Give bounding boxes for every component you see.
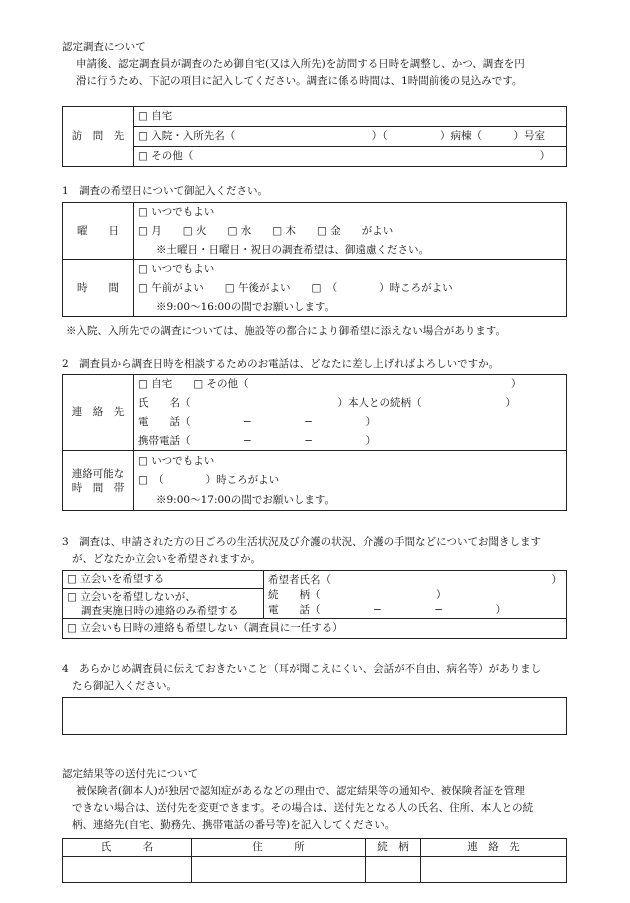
weekday-options[interactable]: □ 月 □ 火 □ 水 □ 木 □ 金 がよい	[134, 222, 567, 241]
visit-option-home[interactable]: □ 自宅	[134, 107, 567, 127]
weekday-note: ※土曜日・日曜日・祝日の調査希望は、御遠慮ください。	[134, 241, 567, 260]
section-title-delivery: 認定結果等の送付先について	[62, 768, 199, 780]
available-time-label-line2: 時 間 帯	[71, 481, 125, 494]
delivery-name-cell[interactable]	[63, 857, 192, 883]
weekday-label: 曜 日	[63, 203, 134, 260]
section-title-survey: 認定調査について	[62, 41, 146, 53]
q4-heading-line1: 4 あらかじめ調査員に伝えておきたいこと（耳が聞こえにくい、会話が不自由、病名等）がありまし	[62, 663, 542, 675]
q1-note: ※入院、入所先での調査については、施設等の都合により御希望に添えない場合があります。	[66, 325, 506, 337]
attendee-phone-field[interactable]: 電 話（ − − ）	[268, 603, 507, 616]
delivery-col-address: 住 所	[192, 839, 366, 857]
section-body-line: 滑に行うため、下記の項目に記入してください。調査に係る時間は、1時間前後の見込みです。	[76, 75, 523, 87]
delivery-relation-cell[interactable]	[366, 857, 421, 883]
q2-heading: 2 調査員から調査日時を相談するためのお電話は、どなたに差し上げればよろしいですか。	[62, 358, 500, 370]
delivery-table	[62, 838, 567, 883]
q3-heading-line2: が、どなたか立会いを希望されますか。	[72, 553, 261, 565]
weekday-anytime-option[interactable]: □ いつでもよい	[134, 203, 567, 222]
q1-heading: 1 調査の希望日について御記入ください。	[62, 185, 268, 197]
attend-option-contact-only-line1: □ 立会いを希望しないが、	[67, 590, 196, 603]
available-time-label-line1: 連絡可能な	[71, 467, 125, 480]
section-body-line: 被保険者(御本人)が独居で認知症があるなどの理由で、認定結果等の通知や、被保険者証を管理	[76, 785, 525, 797]
attendee-name-field[interactable]: 希望者氏名（ ）	[268, 573, 562, 586]
q3-table	[62, 570, 567, 639]
delivery-col-relation: 続 柄	[366, 839, 421, 857]
delivery-col-name: 氏 名	[63, 839, 192, 857]
time-options[interactable]: □ 午前がよい □ 午後がよい □ （ ）時ころがよい	[134, 279, 567, 298]
contact-label: 連 絡 先	[63, 375, 134, 451]
available-time-note: ※9:00〜17:00の間でお願いします。	[134, 491, 567, 511]
section-body-line: 柄、連絡先(自宅、勤務先、携帯電話の番号等)を記入してください。	[72, 819, 396, 831]
contact-name-field[interactable]: 氏 名（ ）本人との続柄（ ）	[134, 394, 567, 413]
q4-heading-line2: たら御記入ください。	[72, 680, 177, 692]
delivery-address-cell[interactable]	[192, 857, 366, 883]
attend-option-yes[interactable]: □ 立会いを希望する	[63, 571, 264, 589]
attendee-relation-field[interactable]: 続 柄（ ）	[268, 588, 447, 601]
section-body-line: 申請後、認定調査員が調査のため御自宅(又は入所先)を訪問する日時を調整し、かつ、調査を円	[76, 58, 525, 70]
visit-option-other[interactable]: □ その他（ ）	[134, 147, 567, 167]
contact-mobile-field[interactable]: 携帯電話（ − − ）	[134, 432, 567, 451]
attendee-fields	[264, 571, 567, 619]
contact-phone-field[interactable]: 電 話（ − − ）	[134, 413, 567, 432]
section-body-line: できない場合は、送付先を変更できます。その場合は、送付先となる人の氏名、住所、本人との続	[72, 802, 534, 814]
visit-location-table	[62, 106, 567, 167]
available-hour-option[interactable]: □ （ ）時ころがよい	[134, 471, 567, 491]
available-time-label	[63, 451, 134, 511]
attend-option-contact-only[interactable]	[63, 589, 264, 619]
delivery-col-contact: 連 絡 先	[421, 839, 567, 857]
q3-heading-line1: 3 調査は、申請された方の日ごろの生活状況及び介護の状況、介護の手間などについてお聞きします	[62, 536, 541, 548]
available-anytime-option[interactable]: □ いつでもよい	[134, 451, 567, 471]
time-anytime-option[interactable]: □ いつでもよい	[134, 260, 567, 279]
attend-option-contact-only-line2: 調査実施日時の連絡のみ希望する	[81, 604, 239, 617]
q1-table	[62, 202, 567, 317]
delivery-contact-cell[interactable]	[421, 857, 567, 883]
visit-location-label: 訪 問 先	[63, 107, 134, 167]
q4-free-text-area[interactable]	[62, 697, 567, 735]
time-note: ※9:00〜16:00の間でお願いします。	[134, 298, 567, 317]
time-label: 時 間	[63, 260, 134, 317]
attend-option-none[interactable]: □ 立会いも日時の連絡も希望しない（調査員に一任する）	[63, 619, 567, 639]
q2-table	[62, 374, 567, 511]
visit-option-hospital[interactable]: □ 入院・入所先名（ ）（ ）病棟（ ）号室	[134, 127, 567, 147]
contact-home-or-other[interactable]: □ 自宅 □ その他（ ）	[134, 375, 567, 394]
